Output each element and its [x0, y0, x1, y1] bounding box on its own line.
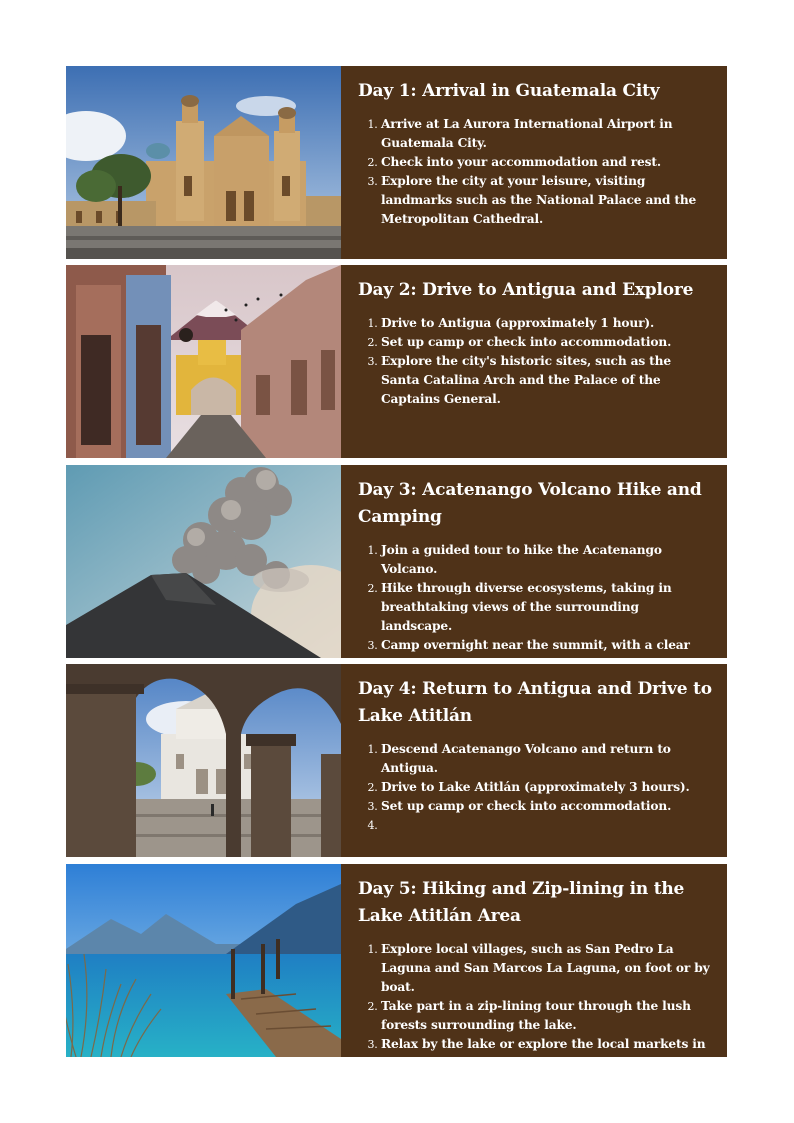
- day-5-list: [358, 940, 713, 1073]
- day-5-title: Day 5: Hiking and Zip-lining in the Lake Atitlán Area: [358, 879, 685, 926]
- day-1-list: [358, 115, 713, 229]
- list-item: 2. Drive to Lake Atitlán (approximately 3 hours).: [381, 778, 713, 797]
- antigua-ruins-photo: [66, 664, 341, 857]
- day-3-info: [341, 465, 727, 658]
- day-2-list: [358, 314, 713, 409]
- day-2-title: Day 2: Drive to Antigua and Explore: [358, 280, 694, 300]
- day-2-info: [341, 265, 727, 458]
- day-1-info: [341, 66, 727, 259]
- day-4-info: [341, 664, 727, 857]
- day-3-list: [358, 541, 713, 674]
- list-item: 2. Hike through diverse ecosystems, taking in breathtaking views of the surrounding landscape.: [381, 579, 713, 636]
- list-item: 1. Explore local villages, such as San Pedro La Laguna and San Marcos La Laguna, on foot or by boat.: [381, 940, 713, 997]
- cathedral-photo: [66, 66, 341, 259]
- list-item: 3. Camp overnight near the summit, with a clear: [381, 636, 713, 674]
- lake-atitlan-photo: [66, 864, 341, 1057]
- day-5-card: [66, 864, 727, 1070]
- day-5-info: [341, 864, 727, 1070]
- list-item: 2. Set up camp or check into accommodation.: [381, 333, 713, 352]
- list-item: 1. Join a guided tour to hike the Acatenango Volcano.: [381, 541, 713, 579]
- list-item: 2. Take part in a zip-lining tour through the lush forests surrounding the lake.: [381, 997, 713, 1035]
- day-4-title: Day 4: Return to Antigua and Drive to Lake Atitlán: [358, 679, 712, 726]
- list-item: 2. Check into your accommodation and rest.: [381, 153, 713, 172]
- volcano-eruption-photo: [66, 465, 341, 658]
- day-3-card: [66, 465, 727, 658]
- list-item: 1. Arrive at La Aurora International Airport in Guatemala City.: [381, 115, 713, 153]
- day-2-card: [66, 265, 727, 458]
- list-item: 1. Drive to Antigua (approximately 1 hour).: [381, 314, 713, 333]
- list-item: 1. Descend Acatenango Volcano and return to Antigua.: [381, 740, 713, 778]
- list-item: 3. Explore the city at your leisure, visiting landmarks such as the National Palace and the Metropolitan Cathedral.: [381, 172, 713, 229]
- day-4-card: [66, 664, 727, 857]
- list-item: 3. Set up camp or check into accommodation.: [381, 797, 713, 816]
- day-1-card: [66, 66, 727, 259]
- list-item: 3. Explore the city's historic sites, such as the Santa Catalina Arch and the Palace of the Captains General.: [381, 352, 713, 409]
- day-1-title: Day 1: Arrival in Guatemala City: [358, 81, 660, 101]
- day-3-title: Day 3: Acatenango Volcano Hike and Camping: [358, 480, 702, 527]
- antigua-arch-photo: [66, 265, 341, 458]
- day-4-list: [358, 740, 713, 835]
- list-item: 3. Relax by the lake or explore the local markets in the evening.: [381, 1035, 713, 1073]
- list-item: [381, 816, 713, 835]
